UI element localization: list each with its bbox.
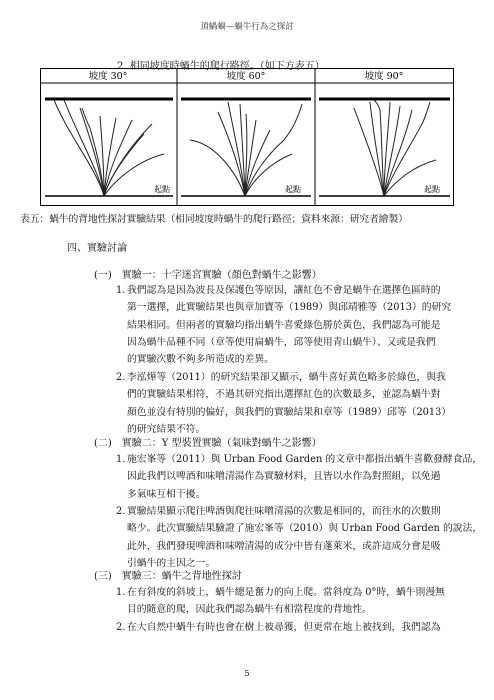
panel-90-paths xyxy=(319,99,450,196)
paragraph-line: 實驗結果顯示爬往啤酒與爬往味噌清湯的次數是相同的，而往水的次數則 xyxy=(127,506,441,517)
paragraph-line: 多氣味互相干擾。 xyxy=(127,488,206,500)
subsection-heading-exp2: (二) 實驗二：Y 型裝置實驗（氣味對蝸牛之影響） xyxy=(94,438,322,449)
start-label-30: 起點 xyxy=(154,185,170,194)
start-label-60: 起點 xyxy=(285,185,301,194)
start-label-90: 起點 xyxy=(424,185,440,194)
paragraph-line: 的實驗次數不夠多所造成的差異。 xyxy=(127,354,274,366)
paragraph-line: 此外，我們發現啤酒和味噌清湯的成分中皆有蓬萊米，或許這成分會是吸 xyxy=(127,540,441,552)
paragraph-line: 我們認為是因為波長及保護色等原因，讓紅色不會是蝸牛在選擇色區時的 xyxy=(127,285,441,296)
paragraph-line: 目的隨意的爬，因此我們認為蝸牛有相當程度的背地性。 xyxy=(127,604,372,616)
paragraph-line: 在大自然中蝸牛有時也會在樹上被尋獲，但更常在地上被找到，我們認為 xyxy=(127,622,441,633)
running-header: 頂蝸蝸—蝸牛行為之探討 xyxy=(200,22,294,32)
figure-crawl-paths xyxy=(40,68,454,206)
paragraph-line: 們的實驗結果相符，不過其研究指出選擇紅色的次數最多，並認為蝸牛對 xyxy=(127,389,441,401)
section-heading-discussion: 四、實驗討論 xyxy=(67,243,127,254)
paragraph-line: 李泓燁等（2011）的研究結果卻又顯示，蝸牛喜好黃色略多於綠色，與我 xyxy=(127,372,446,383)
paragraph-line: 略少。此次實驗結果驗證了施宏峯等（2010）與 Urban Food Garden 的說法， xyxy=(127,523,483,535)
paragraph-line: 顏色並沒有特別的偏好，與我們的實驗結果和章等（1989）邱等（2013） xyxy=(127,406,452,418)
panel-label-30: 坡度 30° xyxy=(88,71,128,82)
panel-30-paths xyxy=(45,99,173,196)
paragraph-line: 引蝸牛的主因之一。 xyxy=(127,557,216,569)
panel-60-paths xyxy=(181,99,311,196)
paragraph-line: 的研究結果不符。 xyxy=(127,423,206,435)
figure-intro: 2. 相同坡度時蝸牛的爬行路徑。（如下方表五） xyxy=(117,61,325,72)
paragraph-line: 結果相同。但兩者的實驗均指出蝸牛喜愛綠色勝於黃色，我們認為可能是 xyxy=(127,319,441,331)
paragraph-line: 因此我們以啤酒和味噌清湯作為實驗材料，且皆以水作為對照組，以免過 xyxy=(127,471,441,483)
paragraph-line: 施宏峯等（2011）與 Urban Food Garden 的文章中都指出蝸牛喜歡發酵食品， xyxy=(127,454,483,465)
figure-caption: 表五：蝸牛的背地性探討實驗結果（相同坡度時蝸牛的爬行路徑；資料來源：研究者繪製） xyxy=(20,214,408,225)
subsection-heading-exp1: (一) 實驗一：十字迷宮實驗（顏色對蝸牛之影響） xyxy=(94,270,322,281)
panel-label-90: 坡度 90° xyxy=(364,71,404,82)
subsection-heading-exp3: (三) 實驗三：蝸牛之背地性探討 xyxy=(94,571,242,582)
paragraph-line: 第一選擇，此實驗結果也與章加寶等（1989）與邱靖雅等（2013）的研究 xyxy=(127,302,452,314)
page-number: 5 xyxy=(244,669,250,679)
paragraph-line: 因為蝸牛品種不同（章等使用扁蝸牛，邱等使用青山蝸牛）、又或是我們 xyxy=(127,336,436,348)
paragraph-line: 在有斜度的斜坡上，蝸牛總是奮力的向上爬。當斜度為 0°時，蝸牛則漫無 xyxy=(127,587,445,598)
panel-label-60: 坡度 60° xyxy=(226,71,266,82)
